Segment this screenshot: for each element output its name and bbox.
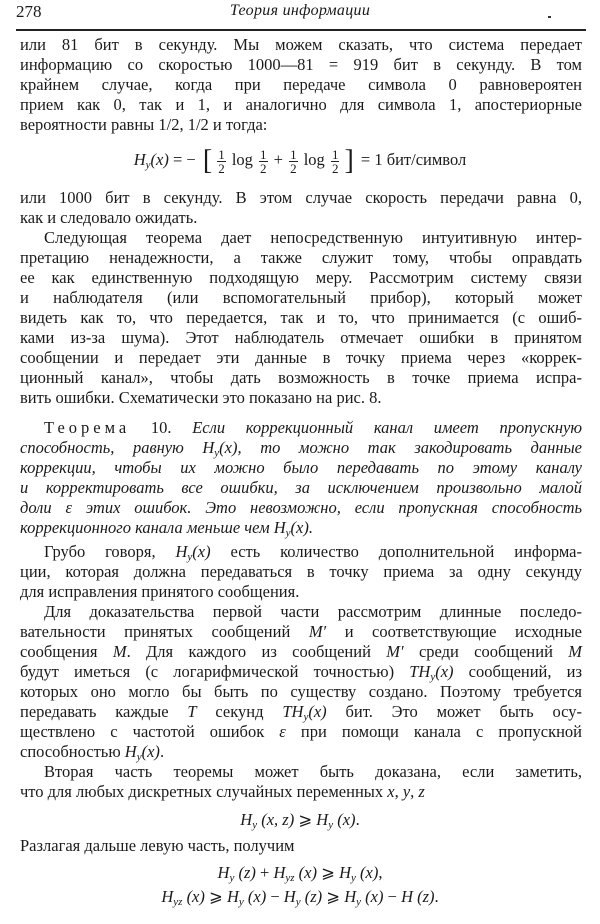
text-run: вательности принятых сообщений [20,622,309,641]
math-symbol [387,782,394,801]
text-run: как и следовало ожидать. [20,208,198,227]
text-run: крайнем случае, когда при передаче символа 0 равновероятен [20,75,582,94]
text-line [20,562,582,582]
denominator: 2 [218,160,225,176]
text-line [20,682,582,702]
math-symbol [192,542,210,561]
text-line [20,622,582,642]
text-line [20,388,582,408]
text-run: или 81 бит в секунду. Мы можем сказать, что система передает [20,35,582,54]
math-subscript: y [303,711,309,723]
math-base: H [175,542,188,561]
math-base: y [402,782,411,801]
text-run: ционный канал», чтобы дать возможность в точке приема испра- [20,368,582,387]
text-line [20,55,582,75]
text-run: среди сообщений [403,642,569,661]
math-base: (z) [300,887,323,906]
fraction [217,148,226,175]
math-base: H [226,887,239,906]
text-run: . Для каждого из сообщений [126,642,387,661]
math-symbol [187,702,196,721]
text-line [20,308,582,328]
math-symbol [175,542,192,561]
text-line [20,115,582,135]
formula-line [0,863,600,883]
math-symbol [301,887,323,906]
text-run: − [266,887,284,906]
text-run: + [269,150,288,169]
scan-speck [548,16,551,18]
math-base: H [124,742,137,761]
text-line [20,702,582,722]
text-line [20,642,582,662]
math-symbol [125,742,142,761]
theorem-label: Теорема [44,418,131,437]
math-symbol [295,863,317,882]
math-symbol [240,810,257,829]
text-run: Разлагая дальше левую часть, получим [20,836,295,855]
math-subscript: y [295,896,301,908]
text-line [20,288,582,308]
math-symbol [386,642,403,661]
text-line [20,348,582,368]
math-base: z [418,782,425,801]
text-run: прием как 0, так и 1, и аналогично для символа 1, апостериорные [20,95,582,114]
math-base: x [387,782,395,801]
text-run: видеть как то, что передается, так и то, что принимается (с ошиб- [20,308,582,327]
text-run: + [255,863,274,882]
math-base: H [273,863,286,882]
text-run: log [299,150,329,169]
math-base: M′ [386,642,404,661]
math-symbol [282,702,308,721]
numerator: 1 [218,146,225,162]
text-line [20,188,582,208]
math-symbol [161,887,182,906]
text-line [20,75,582,95]
denominator: 2 [331,160,339,176]
text-line [20,268,582,288]
formula-line [0,142,600,178]
bracket: [ [202,145,213,176]
text-run: сообщений, из [453,662,582,681]
math-base: (x) [308,702,327,721]
math-base: (x) [192,542,211,561]
text-line [20,498,582,518]
text-run: передавать каждые [20,702,188,721]
math-subscript: y [351,872,356,884]
math-subscript: y [187,551,193,563]
text-run: Грубо говоря, [44,542,176,561]
text-run: и наблюдателя (или вспомогательный прибор), который может [20,288,582,307]
text-line [20,248,582,268]
text-run: . [434,887,439,906]
text-run: и соответствующие исходные [326,622,582,641]
math-symbol [257,810,294,829]
text-line [20,458,582,478]
text-run: , то можно так закодировать данные [237,438,582,457]
math-subscript: y [238,896,244,908]
math-symbol [339,863,356,882]
math-symbol [113,642,127,661]
math-base: H [202,438,215,457]
math-symbol [568,642,582,661]
math-subscript: y [430,671,436,683]
math-symbol [284,887,301,906]
math-base: (x) [361,887,384,906]
text-run: коррекции, чтобы их можно было передавать по этому каналу [20,458,582,477]
math-base: TH [409,662,431,681]
math-symbol [401,887,413,906]
denominator: 2 [290,160,297,176]
text-line [20,542,582,562]
page-number: 278 [16,2,42,21]
math-base: M [112,642,127,661]
math-symbol [219,438,237,457]
denominator: 2 [260,160,267,176]
math-symbol [435,662,453,681]
header-rule [16,29,586,31]
text-run: ⩾ [294,810,317,829]
text-line [20,662,582,682]
text-run: сообщении и передает эти данные в точку приема через «коррек- [20,348,582,367]
text-run: log [227,150,258,169]
text-run: информацию со скоростью 1000—81 = 919 бит в секунду. В том [20,55,582,74]
text-run: ее как единственную подходящую меру. Рассмотрим систему связи [20,268,582,287]
text-run: , [394,782,403,801]
fraction [289,148,298,175]
text-run: , [378,863,383,882]
math-base: H [161,887,174,906]
math-base: H [344,887,357,906]
math-base: (x) [150,150,169,169]
text-run: или 1000 бит в секунду. В этом случае скорость передачи равна 0, [20,188,582,207]
numerator: 1 [290,146,297,162]
math-symbol [142,742,160,761]
numerator: 1 [331,146,339,162]
math-base: H [339,863,351,882]
math-subscript: y [145,159,151,171]
text-line [20,742,582,762]
math-base: H [217,863,230,882]
math-base: (x) [355,863,379,882]
text-line [20,438,582,458]
math-subscript: y [252,819,258,831]
text-run: что для любых дискретных случайных переменных [20,782,388,801]
text-run: Для доказательства первой части рассмотрим длинные последо- [44,602,582,621]
text-run: ществлено с частотой ошибок [20,722,280,741]
text-run: коррекционного канала меньше чем [20,518,274,537]
math-symbol [234,863,256,882]
bracket: ] [344,145,354,176]
math-base: H [283,887,296,906]
text-line [20,762,582,782]
math-subscript: y [328,819,334,831]
math-base: (x, z) [257,810,295,829]
math-symbol [309,622,326,641]
math-base: (x) [294,863,317,882]
text-run: способность, равную [20,438,203,457]
fraction [259,148,268,175]
text-run: сообщения [20,642,113,661]
text-line [20,328,582,348]
text-run: ⩾ [317,863,340,882]
text-run: , [410,782,419,801]
text-run: . [308,518,313,537]
math-base: H [316,810,329,829]
text-run: вить ошибки. Схематически это показано на рис. 8. [20,388,382,407]
text-run: ⩾ [322,887,345,906]
text-run: для исправления принятого сообщения. [20,582,300,601]
math-base: H [273,518,286,537]
math-symbol [151,150,169,169]
math-base: H [133,150,146,169]
text-run: будут иметься (с логарифмической точностью) [20,662,410,681]
math-base: (x) [182,887,205,906]
math-symbol [361,887,383,906]
math-base: M′ [308,622,327,641]
text-run: способностью [20,742,125,761]
text-run: − [383,887,402,906]
math-base: (z) [234,863,256,882]
math-subscript: y [356,896,362,908]
math-base: (x) [219,438,238,457]
fraction [331,148,340,175]
formula-line [0,887,600,907]
math-symbol [291,518,309,537]
math-symbol [418,782,424,801]
math-base: T [187,702,197,721]
math-symbol [202,438,219,457]
text-line [20,836,582,856]
math-subscript: yz [173,896,183,908]
running-title: Теория информации [229,2,371,19]
text-run: и корректировать все ошибки, за исключением произвольно малой [20,478,582,497]
text-line [20,418,582,438]
math-subscript: yz [285,872,295,884]
math-symbol [273,863,294,882]
text-run: = 1 бит/символ [356,150,467,169]
math-base: H [240,810,253,829]
math-symbol [218,863,235,882]
math-symbol [316,810,333,829]
math-base: M [568,642,582,661]
text-line [20,368,582,388]
math-base: (x) [435,662,454,681]
math-base: (x) [243,887,267,906]
numerator: 1 [260,146,267,162]
text-line [20,782,582,802]
text-line [20,582,582,602]
math-base: TH [282,702,304,721]
text-line [20,228,582,248]
math-symbol [344,887,361,906]
math-subscript: y [136,751,142,763]
math-symbol [244,887,266,906]
math-base: (x) [141,742,160,761]
math-base: ε [279,722,286,741]
text-run: есть количество дополнительной информа- [210,542,582,561]
text-run: . [159,742,165,761]
text-run: претацию ненадежности, а также служит тому, чтобы оправдать [20,248,582,267]
text-line [20,35,582,55]
math-symbol [333,810,355,829]
text-line [20,95,582,115]
math-symbol [356,863,378,882]
text-line [20,722,582,742]
theorem-text: Если коррекционный канал имеет пропускную [192,418,582,437]
text-run: секунд [196,702,283,721]
text-run: при помощи канала с пропускной [285,722,583,741]
text-line [20,602,582,622]
text-run: Вторая часть теоремы может быть доказана, если заметить, [44,762,582,781]
math-subscript: y [214,447,220,459]
math-subscript: y [229,872,235,884]
text-run: вероятности равны 1/2, 1/2 и тогда: [20,115,268,134]
math-base: (z) [412,887,435,906]
math-subscript: y [285,527,291,539]
math-symbol [227,887,244,906]
math-base: (x) [290,518,309,537]
text-run: доли ε этих ошибок. Это невозможно, если пропускная способность [20,498,582,517]
text-run: = − [168,150,200,169]
text-run: Следующая теорема дает непосредственную интуитивную интер- [44,228,582,247]
math-base: (x) [333,810,356,829]
text-run: . [355,810,360,829]
text-run: ⩾ [204,887,227,906]
math-symbol [308,702,326,721]
text-line [20,478,582,498]
math-symbol [182,887,204,906]
math-symbol [134,150,151,169]
text-run: которых оно могло бы быть по существу создано. Поэтому требуется [20,682,582,701]
text-run: 10. [130,418,193,437]
text-line [20,518,582,538]
text-line [20,208,582,228]
text-run: ками из-за шума). Этот наблюдатель отмечает ошибки в принятом [20,328,582,347]
math-base: H [401,887,413,906]
math-symbol [409,662,435,681]
math-symbol [274,518,291,537]
formula-line [0,810,600,830]
text-run: бит. Это может быть осу- [326,702,583,721]
text-run: ции, которая должна передаваться в точку приема за одну секунду [20,562,582,581]
math-symbol [413,887,435,906]
